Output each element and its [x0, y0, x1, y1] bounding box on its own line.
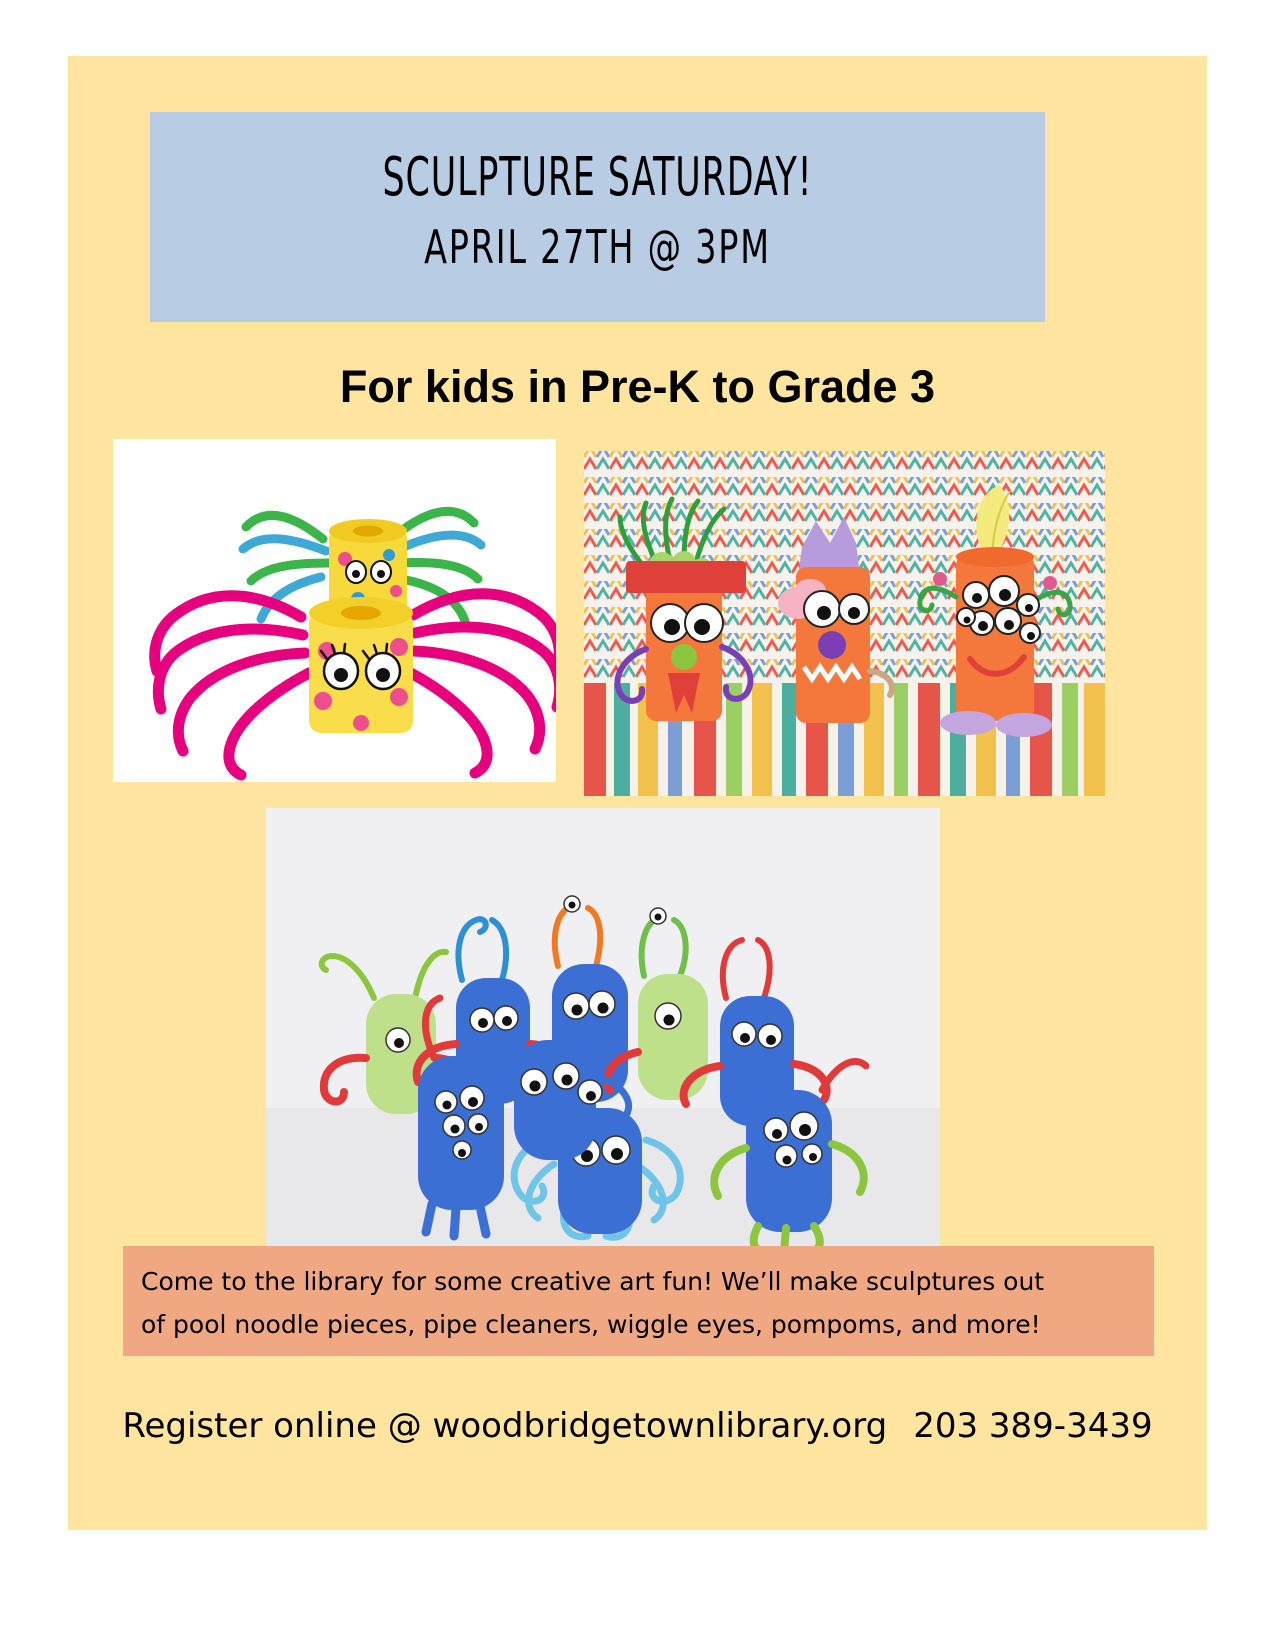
description-line-1: Come to the library for some creative art fun! We’ll make sculptures out	[141, 1267, 1045, 1296]
description-band	[123, 1246, 1154, 1356]
register-line	[68, 1406, 1207, 1446]
photo-monster-group	[266, 808, 940, 1257]
monster-group-illustration	[266, 808, 940, 1257]
audience-line: For kids in Pre-K to Grade 3	[339, 361, 936, 412]
spiders-illustration	[113, 439, 556, 782]
description-line-2: of pool noodle pieces, pipe cleaners, wiggle eyes, pompoms, and more!	[141, 1310, 1041, 1339]
phone-number: 203 389-3439	[913, 1406, 1153, 1446]
flyer-body	[68, 56, 1207, 1530]
monsters-illustration	[584, 451, 1105, 796]
event-datetime: APRIL 27TH @ 3PM	[424, 220, 771, 274]
photo-pool-noodle-spiders	[113, 439, 556, 782]
register-text[interactable]: Register online @ woodbridgetownlibrary.org	[122, 1406, 888, 1446]
page-title: SCULPTURE SATURDAY!	[382, 146, 813, 209]
title-banner	[150, 112, 1045, 322]
photo-pool-noodle-monsters	[584, 451, 1105, 796]
